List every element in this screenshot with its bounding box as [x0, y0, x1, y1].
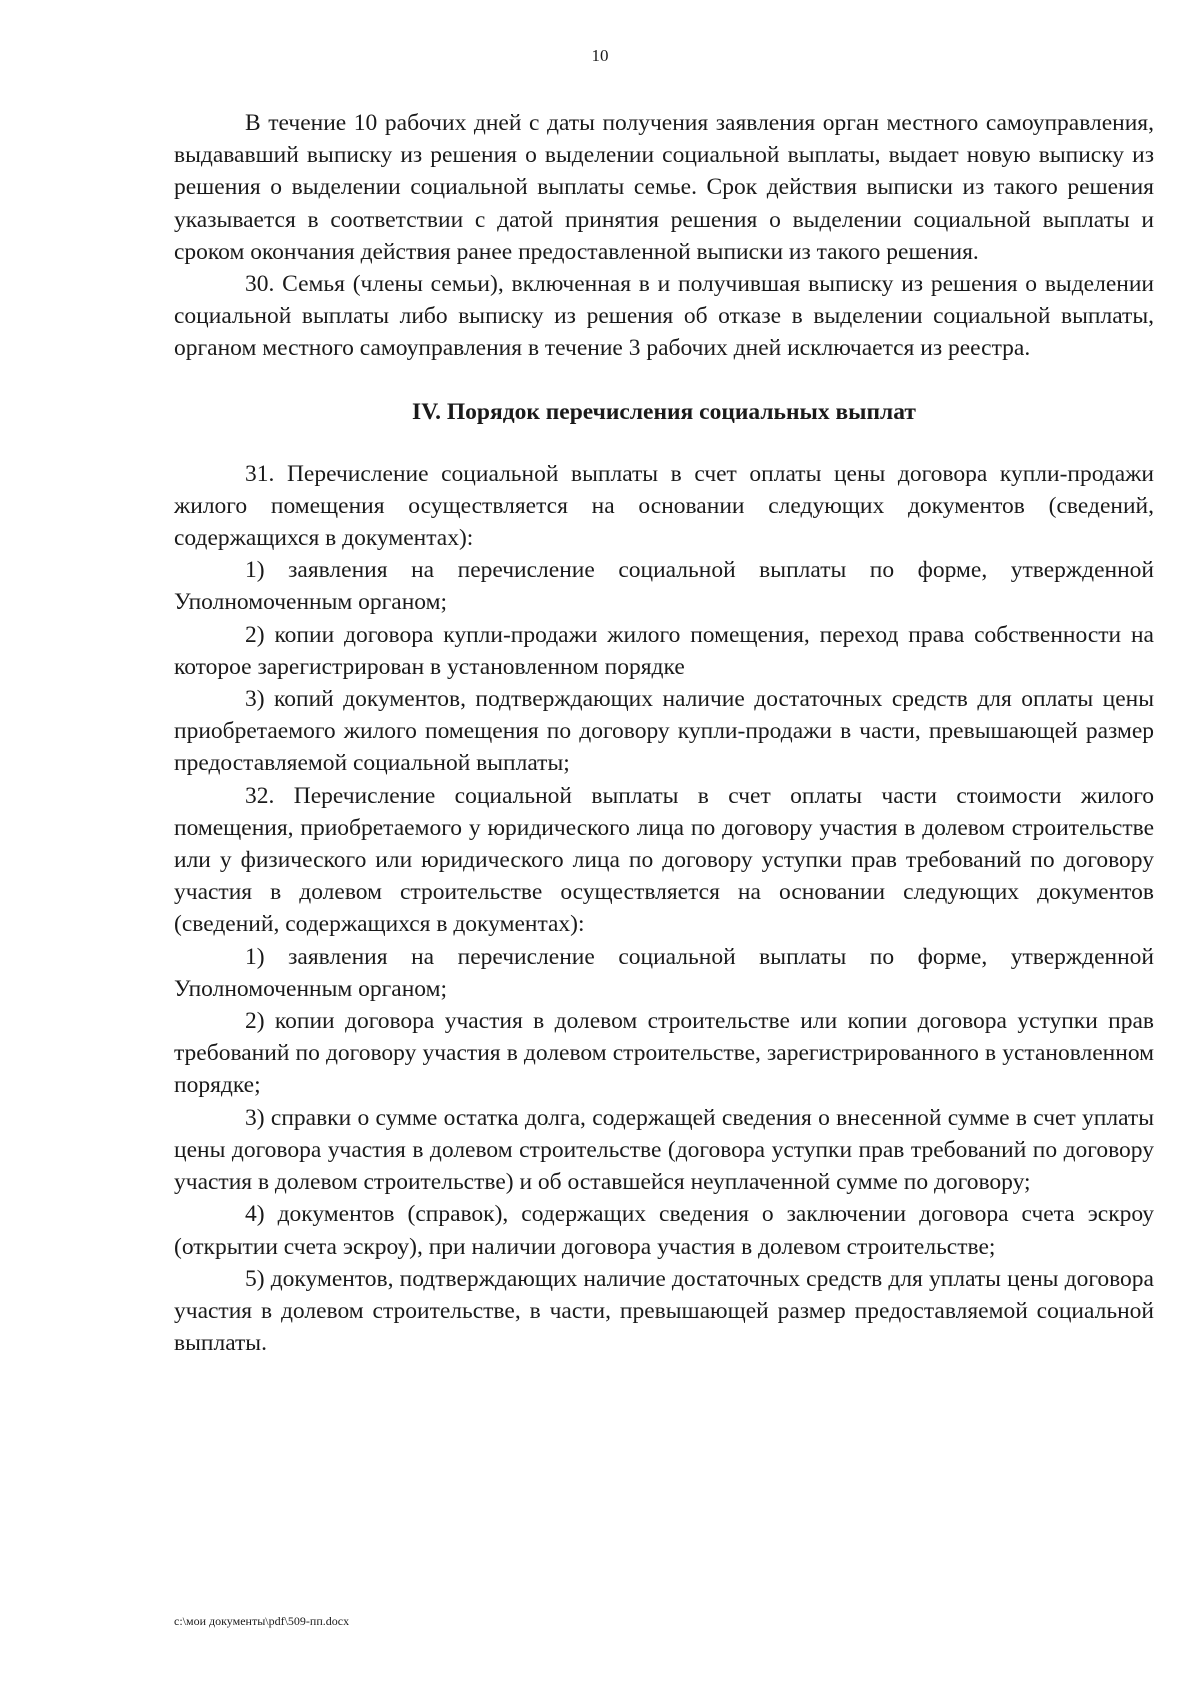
list-item-32-2: 2) копии договора участия в долевом строительстве или копии договора уступки прав требований по договору участия в долевом строительстве, зарегистрированного в установленном порядке;: [174, 1008, 1154, 1099]
paragraph-30: 30. Семья (члены семьи), включенная в и получившая выписку из решения о выделении социальной выплаты либо выписку из решения об отказе в выделении социальной выплаты, органом местного самоуправления в течение 3 рабочих дней исключается из реестра.: [174, 271, 1154, 362]
list-item-32-3: 3) справки о сумме остатка долга, содержащей сведения о внесенной сумме в счет уплаты цены договора участия в долевом строительстве (договора уступки прав требований по договору участия в долевом строительстве) и об оставшейся неуплаченной сумме по договору;: [174, 1104, 1154, 1196]
document-body: [174, 107, 1154, 1359]
list-item-32-4: 4) документов (справок), содержащих сведения о заключении договора счета эскроу (открытии счета эскроу), при наличии договора участия в долевом строительстве;: [174, 1201, 1154, 1260]
paragraph-issue-new-extract: В течение 10 рабочих дней с даты получения заявления орган местного самоуправления, выдававший выписку из решения о выделении социальной выплаты, выдает новую выписку из решения о выделении социальной выплаты семье. Срок действия выписки из такого решения указывается в соответствии с датой принятия решения о выделении социальной выплаты и сроком окончания действия ранее предоставленной выписки из такого решения.: [174, 110, 1154, 265]
section-heading: IV. Порядок перечисления социальных выплат: [412, 398, 916, 425]
list-item-32-5: 5) документов, подтверждающих наличие достаточных средств для уплаты цены договора участия в долевом строительстве, в части, превышающей размер предоставляемой социальной выплаты.: [174, 1265, 1154, 1357]
paragraph-32: 32. Перечисление социальной выплаты в счет оплаты части стоимости жилого помещения, приобретаемого у юридического лица по договору участия в долевом строительстве или у физического или юридического лица по договору уступки прав требований по договору участия в долевом строительстве осуществляется на основании следующих документов (сведений, содержащихся в документах):: [174, 782, 1154, 938]
paragraph-31: 31. Перечисление социальной выплаты в счет оплаты цены договора купли-продажи жилого помещения осуществляется на основании следующих документов (сведений, содержащихся в документах):: [174, 460, 1154, 552]
list-item-31-1: 1) заявления на перечисление социальной выплаты по форме, утвержденной Уполномоченным органом;: [174, 557, 1154, 616]
list-item-31-2: 2) копии договора купли-продажи жилого помещения, переход права собственности на которое зарегистрирован в установленном порядке: [174, 621, 1154, 680]
page-number: 10: [591, 46, 609, 65]
list-item-32-1: 1) заявления на перечисление социальной выплаты по форме, утвержденной Уполномоченным органом;: [174, 943, 1154, 1002]
list-item-31-3: 3) копий документов, подтверждающих наличие достаточных средств для оплаты цены приобретаемого жилого помещения по договору купли-продажи в части, превышающей размер предоставляемой социальной выплаты;: [174, 686, 1154, 777]
footer-file-path: c:\мои документы\pdf\509-пп.docx: [174, 1614, 350, 1628]
